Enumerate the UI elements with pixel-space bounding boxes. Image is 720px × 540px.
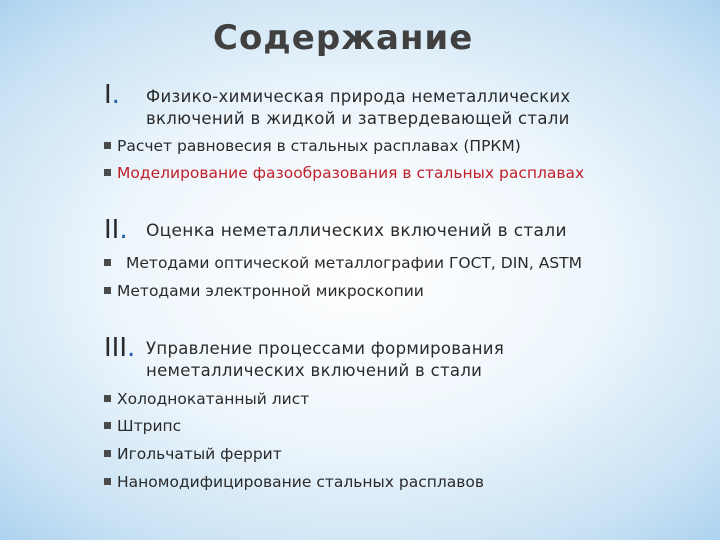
section-2-numeral-text: II (104, 215, 120, 245)
section-3-numeral-text: III (104, 333, 128, 363)
section-3-numeral-dot: . (127, 333, 136, 363)
section-1-heading-line-2: включений в жидкой и затвердевающей стали (146, 109, 570, 128)
bullet-text: Штрипс (117, 417, 182, 435)
section-2-heading-line-1: Оценка неметаллических включений в стали (146, 221, 567, 241)
section-3-heading-line-1: Управление процессами формирования (146, 339, 505, 358)
bullet-text: Расчет равновесия в стальных расплавах (ПРКМ) (117, 137, 521, 155)
section-2-numeral-dot: . (119, 215, 128, 245)
bullet-text: Наномодифицирование стальных расплавов (117, 473, 485, 491)
section-1-numeral (104, 80, 120, 110)
section-1-bullet-1 (104, 136, 521, 156)
bullet-square-icon (104, 450, 111, 457)
bullet-text: Методами электронной микроскопии (117, 282, 424, 300)
section-2-numeral (104, 215, 128, 245)
bullet-square-icon (104, 395, 111, 402)
bullet-text: Моделирование фазообразования в стальных расплавах (117, 164, 585, 182)
bullet-square-icon (104, 259, 111, 266)
section-2-heading (146, 220, 567, 242)
bullet-text: Методами оптической металлографии ГОСТ, DIN, ASTM (126, 254, 583, 272)
section-1-heading-line-1: Физико-химическая природа неметаллических (146, 87, 571, 106)
bullet-square-icon (104, 478, 111, 485)
section-3-bullet-4 (104, 472, 484, 492)
section-1-numeral-dot: . (111, 80, 120, 110)
section-1-bullet-2 (104, 163, 584, 183)
section-3-bullet-2 (104, 416, 181, 436)
bullet-square-icon (104, 142, 111, 149)
section-3-bullet-1 (104, 389, 309, 409)
section-3-heading (146, 338, 504, 382)
section-3-heading-line-2: неметаллических включений в стали (146, 361, 483, 380)
bullet-text: Игольчатый феррит (117, 445, 282, 463)
section-2-bullet-1 (104, 253, 582, 273)
slide-title: Содержание (213, 18, 474, 58)
section-2-bullet-2 (104, 281, 424, 301)
bullet-square-icon (104, 169, 111, 176)
bullet-square-icon (104, 422, 111, 429)
section-1-heading (146, 86, 570, 130)
bullet-square-icon (104, 287, 111, 294)
section-3-bullet-3 (104, 444, 282, 464)
section-3-numeral (104, 333, 135, 363)
section-1-numeral-text: I (104, 80, 112, 110)
bullet-text: Холоднокатанный лист (117, 390, 310, 408)
